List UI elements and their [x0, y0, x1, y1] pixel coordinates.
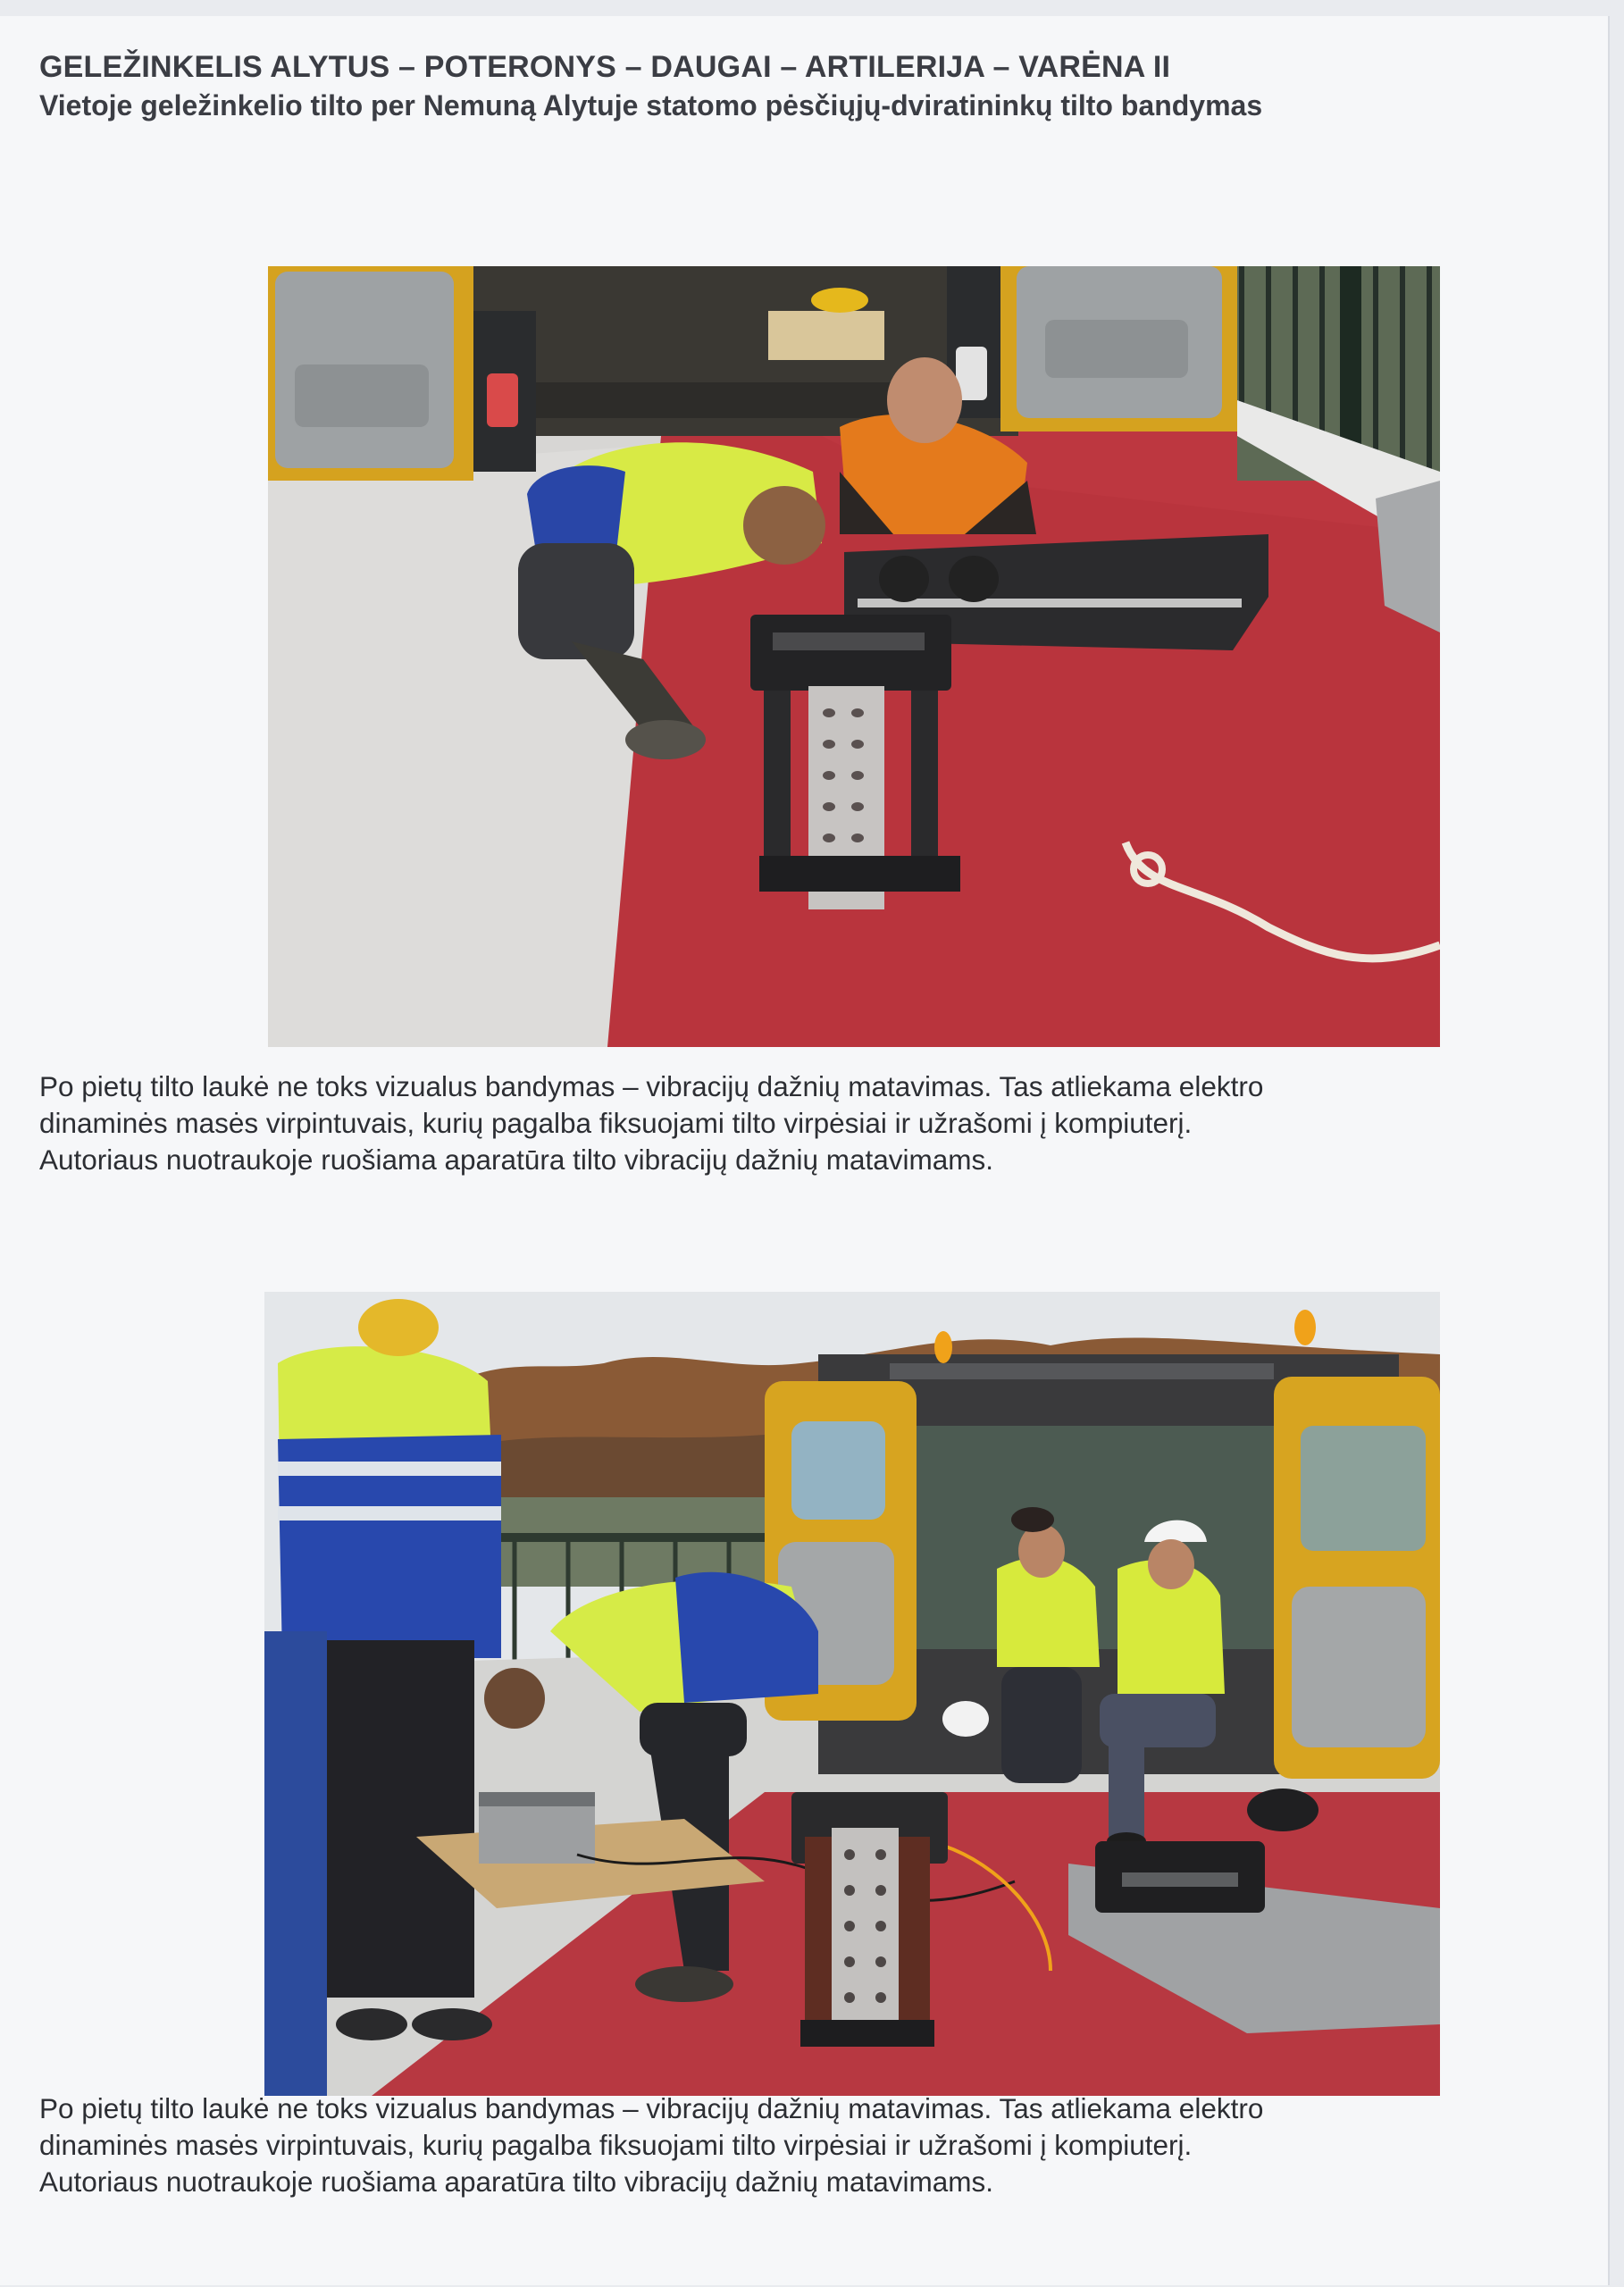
caption-line: Po pietų tilto laukė ne toks vizualus bandymas – vibracijų dažnių matavimas. Tas atliekama elektro [39, 2092, 1264, 2124]
caption-line: Autoriaus nuotraukoje ruošiama aparatūra tilto vibracijų dažnių matavimams. [39, 1144, 994, 1176]
caption-line: dinaminės masės virpintuvais, kurių pagalba fiksuojami tilto virpėsiai ir užrašomi į kompiuterį. [39, 2129, 1193, 2161]
caption-line: Autoriaus nuotraukoje ruošiama aparatūra tilto vibracijų dažnių matavimams. [39, 2166, 994, 2198]
page-title: GELEŽINKELIS ALYTUS – POTERONYS – DAUGAI – ARTILERIJA – VARĖNA II [39, 50, 1171, 84]
caption-1 [39, 1068, 1486, 1178]
caption-line: Po pietų tilto laukė ne toks vizualus bandymas – vibracijų dažnių matavimas. Tas atliekama elektro [39, 1070, 1264, 1102]
caption-line: dinaminės masės virpintuvais, kurių pagalba fiksuojami tilto virpėsiai ir užrašomi į kompiuterį. [39, 1107, 1193, 1139]
caption-2 [39, 2090, 1486, 2200]
scanned-page [0, 16, 1608, 2285]
page-subtitle: Vietoje geležinkelio tilto per Nemuną Alytuje statomo pėsčiųjų-dviratininkų tilto bandymas [39, 89, 1263, 121]
photo-2 [264, 1292, 1440, 2096]
photo-1 [268, 266, 1440, 1047]
